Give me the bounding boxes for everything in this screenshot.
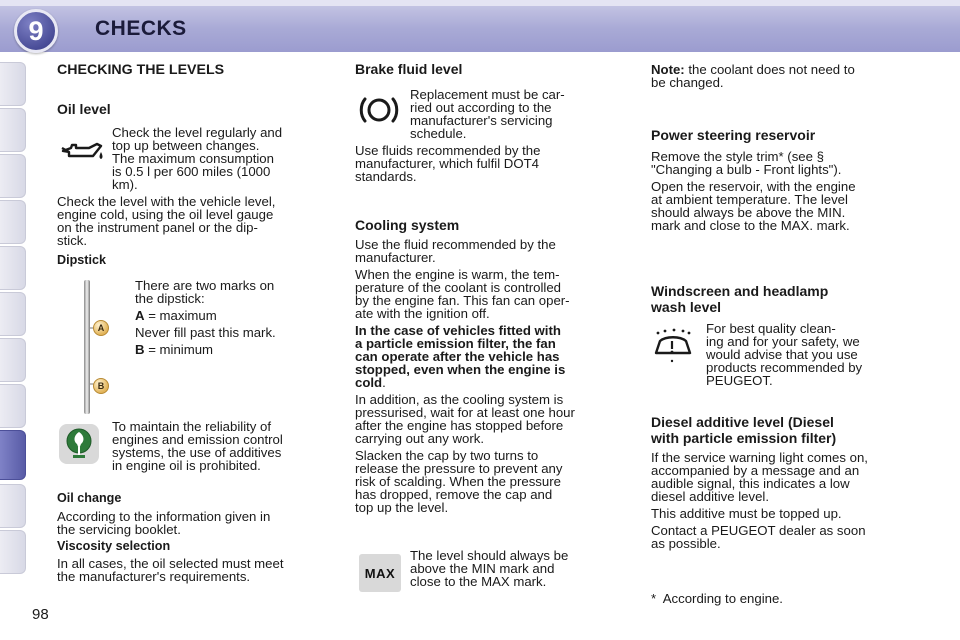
never-fill-text: Never fill past this mark. bbox=[135, 325, 276, 340]
text-line: as possible. bbox=[651, 536, 721, 551]
washer-text bbox=[706, 322, 903, 387]
text-line: would advise that you use bbox=[706, 347, 858, 362]
power-steering-body bbox=[651, 150, 903, 232]
text-line: on the instrument panel or the dip- bbox=[57, 220, 258, 235]
text-line: release the pressure to prevent any bbox=[355, 461, 563, 476]
text-line: To maintain the reliability of bbox=[112, 419, 272, 434]
washer-fluid-icon bbox=[651, 322, 695, 366]
text-line: manufacturer. bbox=[355, 250, 436, 265]
text-line: is 0.5 l per 600 miles (1000 bbox=[112, 164, 271, 179]
oil-level-body bbox=[57, 195, 309, 247]
chapter-tab[interactable] bbox=[0, 530, 26, 574]
max-level-icon bbox=[359, 554, 401, 592]
footnote bbox=[651, 592, 903, 605]
coolant-note bbox=[651, 63, 903, 89]
fan-warning-period: . bbox=[382, 375, 386, 390]
text-line: has dropped, remove the cap and bbox=[355, 487, 553, 502]
mark-b-line bbox=[135, 343, 309, 356]
text-line: the dipstick: bbox=[135, 291, 205, 306]
mark-a-text: = maximum bbox=[144, 308, 217, 323]
text-line: risk of scalding. When the pressure bbox=[355, 474, 561, 489]
text-line: mark and close to the MAX. mark. bbox=[651, 218, 850, 233]
footnote-text: * According to engine. bbox=[651, 591, 783, 606]
mark-a-line bbox=[135, 309, 309, 322]
max-label: MAX bbox=[364, 565, 396, 581]
text-line: If the service warning light comes on, bbox=[651, 450, 868, 465]
brake-beside-icon-text bbox=[410, 88, 606, 140]
text-line: km). bbox=[112, 177, 138, 192]
chapter-tab[interactable] bbox=[0, 154, 26, 198]
text-line: According to the information given in bbox=[57, 509, 271, 524]
dipstick-heading: Dipstick bbox=[57, 253, 106, 267]
tree-icon bbox=[59, 424, 99, 464]
text-line: be changed. bbox=[651, 75, 724, 90]
viscosity-text bbox=[57, 557, 309, 583]
chapter-tab[interactable] bbox=[0, 200, 26, 244]
brake-body bbox=[355, 144, 606, 183]
fan-warning-line: can operate after the vehicle has bbox=[355, 349, 560, 364]
text-line: Use the fluid recommended by the bbox=[355, 237, 556, 252]
text-line: diesel additive level. bbox=[651, 489, 770, 504]
text-line: after the engine has stopped before bbox=[355, 418, 564, 433]
text-line: Check the level regularly and bbox=[112, 125, 283, 140]
text-line: manufacturer, which fulfil DOT4 bbox=[355, 156, 539, 171]
page-number: 98 bbox=[32, 606, 49, 623]
text-line: engines and emission control bbox=[112, 432, 283, 447]
dipstick-mark-a-label: A bbox=[97, 323, 105, 333]
text-line: carrying out any work. bbox=[355, 431, 484, 446]
text-line: ate with the ignition off. bbox=[355, 306, 490, 321]
page-title: CHECKS bbox=[95, 17, 187, 40]
text-line: top up between changes. bbox=[112, 138, 260, 153]
mark-a-letter: A bbox=[135, 308, 145, 323]
oil-level-heading: Oil level bbox=[57, 101, 111, 117]
chapter-number-badge bbox=[14, 9, 58, 53]
cooling-body bbox=[355, 238, 606, 514]
text-line: In addition, as the cooling system is bbox=[355, 392, 564, 407]
text-line: engine cold, using the oil level gauge bbox=[57, 207, 274, 222]
heading-line: Windscreen and headlamp bbox=[651, 283, 829, 299]
diesel-additive-body bbox=[651, 451, 903, 550]
text-line: manufacturer's servicing bbox=[410, 113, 553, 128]
power-steering-heading: Power steering reservoir bbox=[651, 127, 816, 143]
text-line: Replacement must be car- bbox=[410, 87, 565, 102]
text-line: ried out according to the bbox=[410, 100, 552, 115]
text-line: Remove the style trim* (see § bbox=[651, 149, 824, 164]
text-line: The level should always be bbox=[410, 548, 569, 563]
text-line: systems, the use of additives bbox=[112, 445, 282, 460]
oil-change-heading: Oil change bbox=[57, 491, 122, 505]
chapter-tab[interactable] bbox=[0, 484, 26, 528]
text-line: products recommended by bbox=[706, 360, 863, 375]
heading-line: wash level bbox=[651, 298, 722, 315]
fan-warning-word: cold bbox=[355, 375, 383, 390]
text-line: the manufacturer's requirements. bbox=[57, 569, 251, 584]
text-line: close to the MAX mark. bbox=[410, 574, 547, 589]
brake-warning-icon bbox=[357, 92, 401, 128]
note-text: the coolant does not need to bbox=[684, 62, 855, 77]
mark-b-text: = minimum bbox=[144, 342, 214, 357]
washer-heading bbox=[651, 284, 903, 315]
text-line: accompanied by a message and an bbox=[651, 463, 860, 478]
chapter-tab[interactable] bbox=[0, 292, 26, 336]
oil-change-text bbox=[57, 510, 309, 536]
text-line: Use fluids recommended by the bbox=[355, 143, 541, 158]
text-line: The maximum consumption bbox=[112, 151, 274, 166]
text-line: Check the level with the vehicle level, bbox=[57, 194, 276, 209]
max-level-text bbox=[410, 549, 606, 588]
section-title: CHECKING THE LEVELS bbox=[57, 62, 225, 78]
cooling-system-heading: Cooling system bbox=[355, 217, 460, 233]
text-line: by the engine fan. This fan can oper- bbox=[355, 293, 570, 308]
text-line: should always be above the MIN. bbox=[651, 205, 846, 220]
chapter-tab-active[interactable] bbox=[0, 430, 26, 480]
fan-warning-last-line bbox=[355, 376, 606, 389]
heading-line: with particle emission filter) bbox=[651, 429, 837, 446]
dipstick-mark-b-label: B bbox=[97, 381, 105, 391]
fan-warning-line: In the case of vehicles fitted with bbox=[355, 323, 561, 338]
text-line: in engine oil is prohibited. bbox=[112, 458, 261, 473]
chapter-tabs bbox=[0, 62, 28, 582]
mark-b-letter: B bbox=[135, 342, 145, 357]
text-line: standards. bbox=[355, 169, 417, 184]
brake-fluid-heading: Brake fluid level bbox=[355, 61, 463, 77]
chapter-number: 9 bbox=[28, 15, 44, 46]
dipstick-illustration bbox=[75, 280, 115, 420]
chapter-tab[interactable] bbox=[0, 338, 26, 382]
text-line: top up the level. bbox=[355, 500, 449, 515]
text-line: stick. bbox=[57, 233, 88, 248]
text-line: the servicing booklet. bbox=[57, 522, 181, 537]
text-line: In all cases, the oil selected must meet bbox=[57, 556, 284, 571]
text-line: ing and for your safety, we bbox=[706, 334, 860, 349]
text-line: at ambient temperature. The level bbox=[651, 192, 848, 207]
text-line: perature of the coolant is controlled bbox=[355, 280, 561, 295]
diesel-additive-heading bbox=[651, 415, 903, 446]
fan-warning-line: stopped, even when the engine is bbox=[355, 362, 566, 377]
text-line: Contact a PEUGEOT dealer as soon bbox=[651, 523, 866, 538]
text-line: This additive must be topped up. bbox=[651, 506, 842, 521]
text-line: schedule. bbox=[410, 126, 467, 141]
fan-warning-line: a particle emission filter, the fan bbox=[355, 336, 556, 351]
oil-level-beside-icon-text bbox=[112, 126, 309, 191]
text-line: "Changing a bulb - Front lights"). bbox=[651, 162, 842, 177]
header-highlight bbox=[0, 0, 960, 6]
text-line: There are two marks on bbox=[135, 278, 275, 293]
dipstick-text bbox=[135, 279, 309, 356]
text-line: When the engine is warm, the tem- bbox=[355, 267, 560, 282]
chapter-tab[interactable] bbox=[0, 62, 26, 106]
text-line: above the MIN mark and bbox=[410, 561, 555, 576]
text-line: audible signal, this indicates a low bbox=[651, 476, 850, 491]
note-label: Note: bbox=[651, 62, 685, 77]
dipstick-mark-a bbox=[93, 320, 109, 336]
viscosity-heading: Viscosity selection bbox=[57, 539, 171, 553]
text-line: pressurised, wait for at least one hour bbox=[355, 405, 575, 420]
oil-can-icon bbox=[59, 138, 105, 168]
text-line: Slacken the cap by two turns to bbox=[355, 448, 539, 463]
text-line: PEUGEOT. bbox=[706, 373, 773, 388]
chapter-tab[interactable] bbox=[0, 108, 26, 152]
chapter-tab[interactable] bbox=[0, 384, 26, 428]
chapter-tab[interactable] bbox=[0, 246, 26, 290]
additives-warning-text bbox=[112, 420, 309, 472]
heading-line: Diesel additive level (Diesel bbox=[651, 414, 834, 430]
dipstick-mark-b bbox=[93, 378, 109, 394]
text-line: For best quality clean- bbox=[706, 321, 836, 336]
text-line: Open the reservoir, with the engine bbox=[651, 179, 856, 194]
